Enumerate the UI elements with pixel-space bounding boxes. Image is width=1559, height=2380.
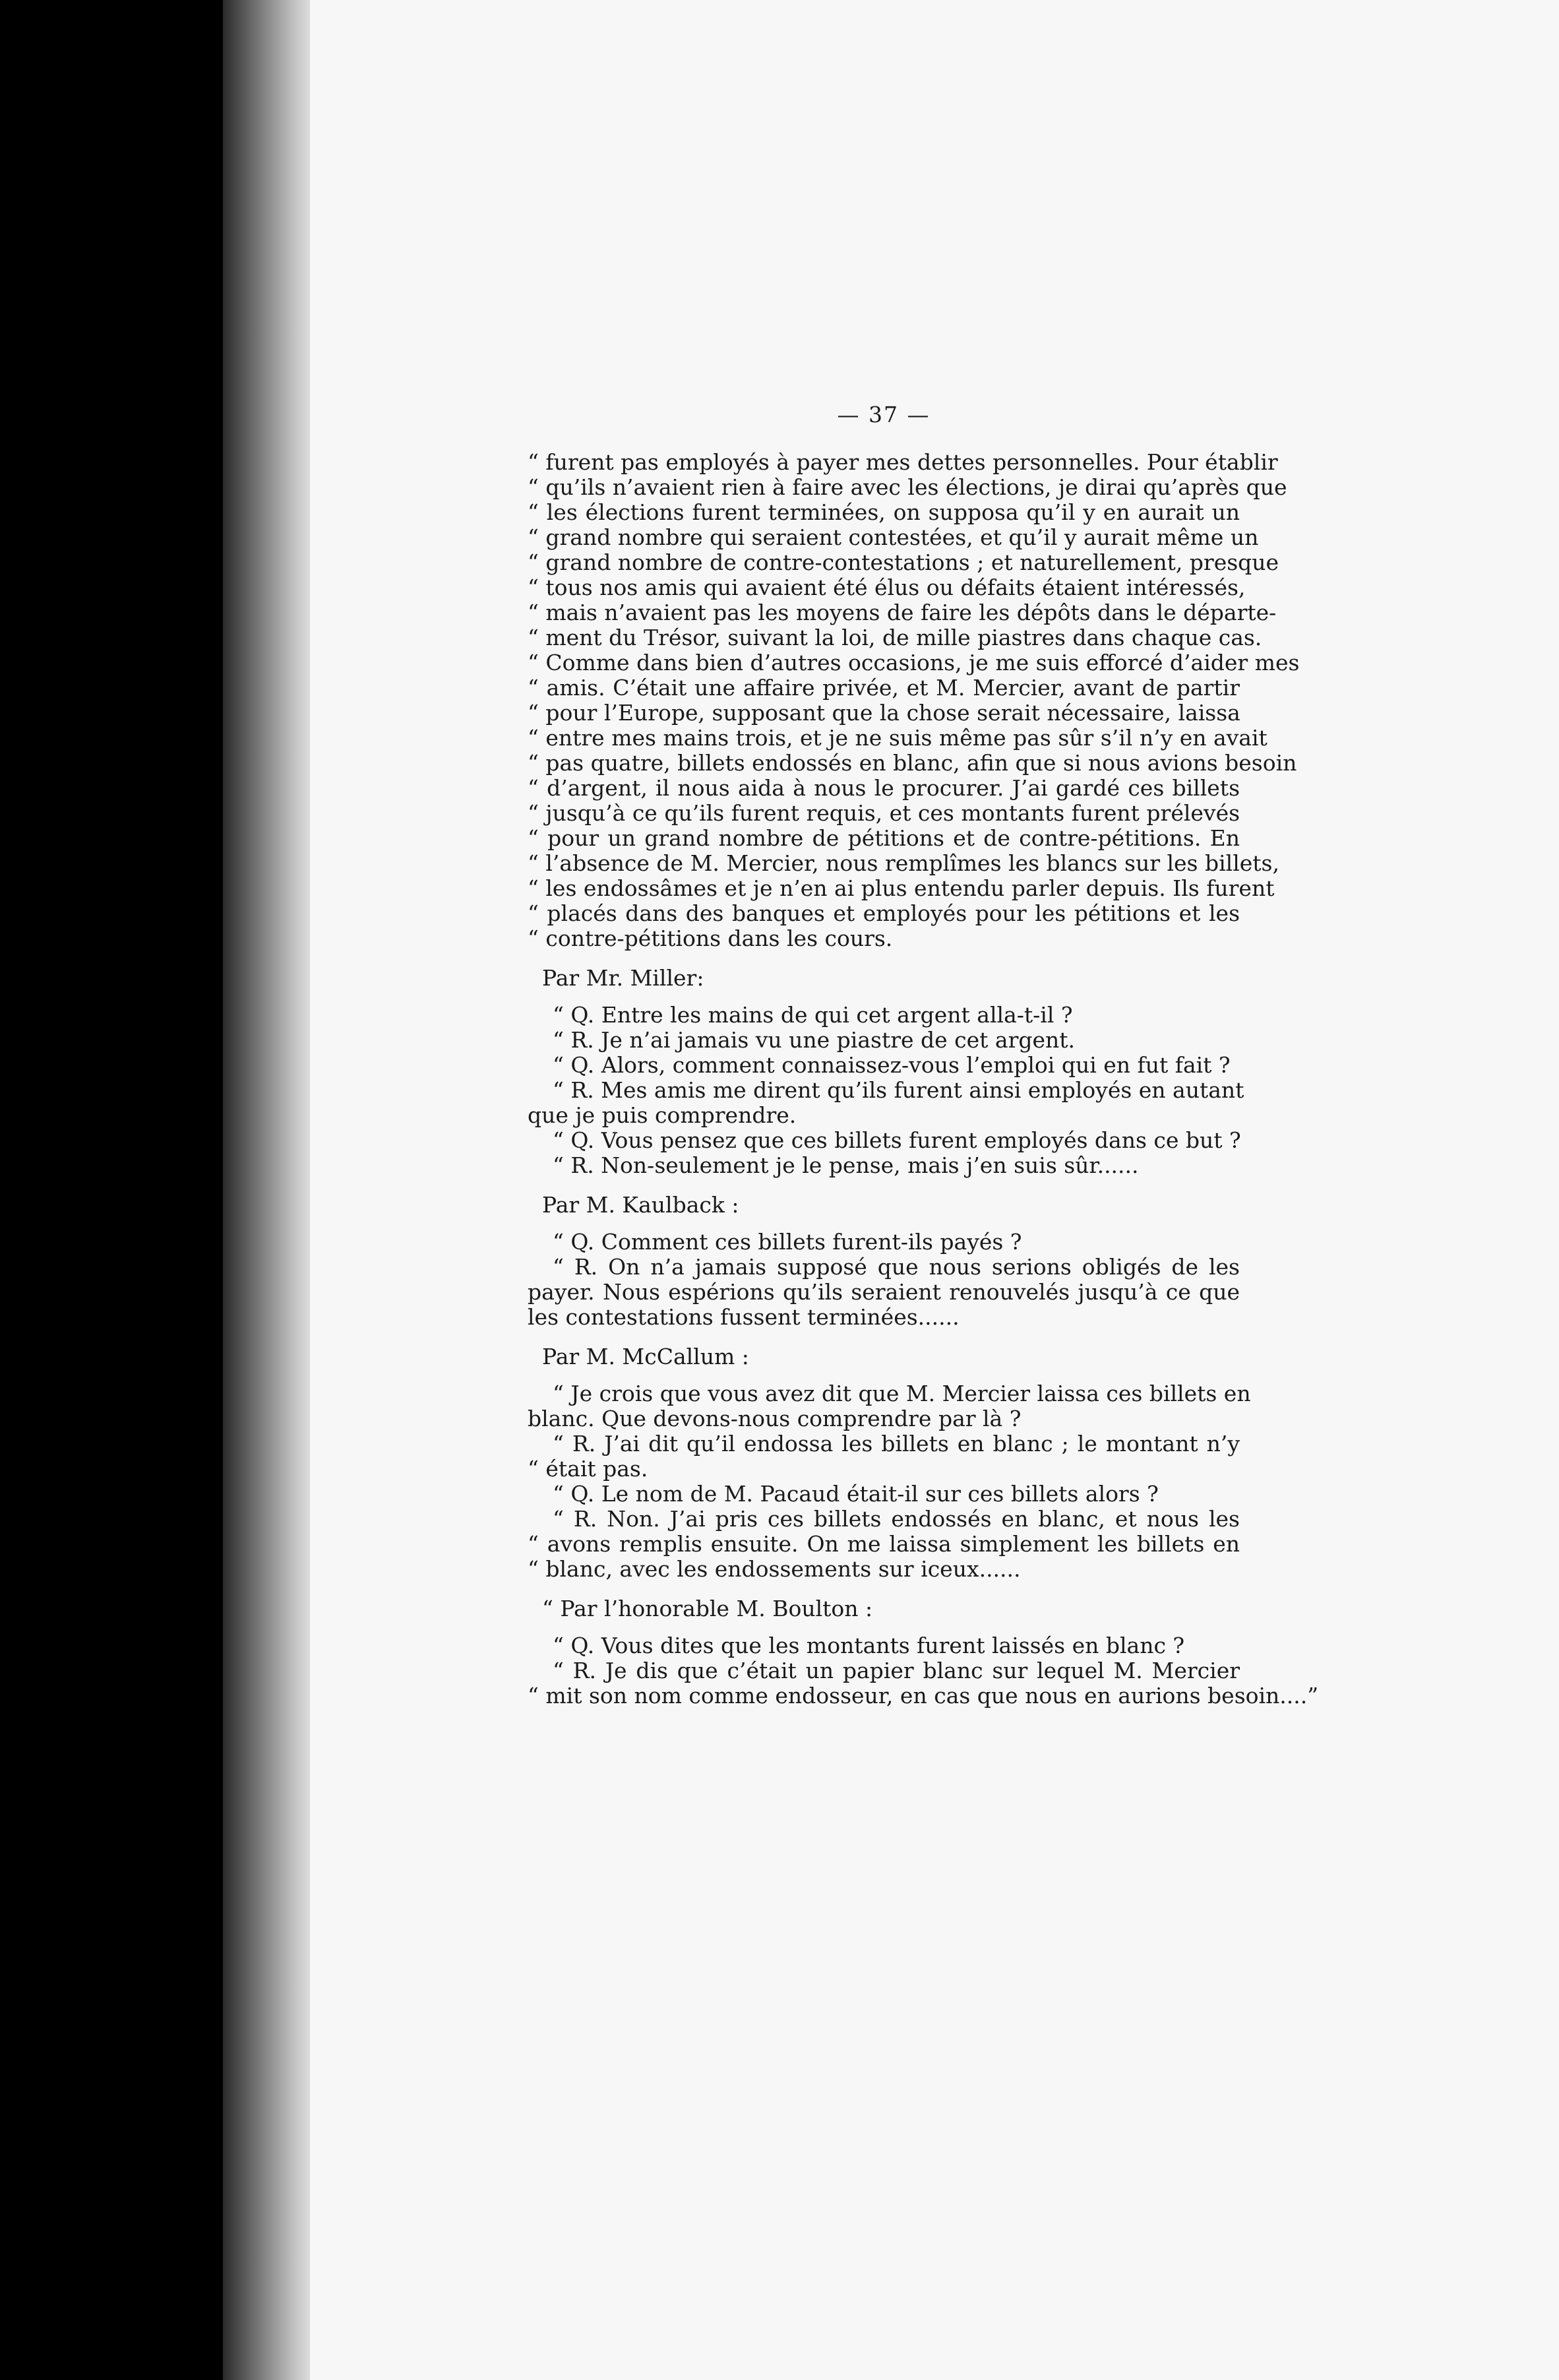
testimony-line: “ avons remplis ensuite. On me laissa simplement les billets en bbox=[528, 1531, 1240, 1557]
paragraph-line: “ mais n’avaient pas les moyens de faire les dépôts dans le départe- bbox=[528, 600, 1277, 625]
section-miller-body bbox=[528, 1002, 1244, 1178]
page-content bbox=[528, 402, 1319, 1708]
testimony-line: “ Q. Comment ces billets furent-ils payés ? bbox=[553, 1229, 1022, 1255]
paragraph-line: “ pas quatre, billets endossés en blanc, afin que si nous avions besoin bbox=[528, 750, 1297, 776]
paragraph-line: “ d’argent, il nous aida à nous le procurer. J’ai gardé ces billets bbox=[528, 775, 1240, 801]
testimony-line: “ R. Je dis que c’était un papier blanc sur lequel M. Mercier bbox=[553, 1658, 1240, 1683]
testimony-line: “ Q. Entre les mains de qui cet argent alla-t-il ? bbox=[553, 1002, 1073, 1028]
paragraph-line: “ les endossâmes et je n’en ai plus entendu parler depuis. Ils furent bbox=[528, 875, 1275, 901]
paragraph-line: “ placés dans des banques et employés pour les pétitions et les bbox=[528, 900, 1240, 926]
testimony-line: “ R. Mes amis me dirent qu’ils furent ainsi employés en autant bbox=[553, 1077, 1244, 1103]
testimony-line: “ R. Non-seulement je le pense, mais j’en suis sûr...... bbox=[553, 1152, 1139, 1178]
paragraph-line: “ jusqu’à ce qu’ils furent requis, et ces montants furent prélevés bbox=[528, 800, 1240, 826]
paragraph-line: “ entre mes mains trois, et je ne suis même pas sûr s’il n’y en avait bbox=[528, 725, 1268, 751]
paragraph-line: “ pour un grand nombre de pétitions et de contre-pétitions. En bbox=[528, 825, 1240, 851]
testimony-line: “ Q. Vous dites que les montants furent laissés en blanc ? bbox=[553, 1633, 1185, 1658]
paragraph-line: “ qu’ils n’avaient rien à faire avec les élections, je dirai qu’après que bbox=[528, 474, 1287, 500]
testimony-line: “ R. J’ai dit qu’il endossa les billets en blanc ; le montant n’y bbox=[553, 1431, 1240, 1456]
paragraph-line: “ grand nombre qui seraient contestées, et qu’il y aurait même un bbox=[528, 524, 1259, 550]
testimony-line: “ Je crois que vous avez dit que M. Mercier laissa ces billets en bbox=[553, 1381, 1251, 1406]
paragraph-line: “ pour l’Europe, supposant que la chose serait nécessaire, laissa bbox=[528, 700, 1240, 726]
testimony-line: “ était pas. bbox=[528, 1456, 648, 1482]
page-number: — 37 — bbox=[837, 402, 931, 427]
testimony-line: que je puis comprendre. bbox=[528, 1102, 797, 1128]
testimony-line: “ blanc, avec les endossements sur iceux...... bbox=[528, 1556, 1021, 1582]
paragraph-line: “ furent pas employés à payer mes dettes personnelles. Pour établir bbox=[528, 449, 1278, 475]
section-heading-miller: Par Mr. Miller: bbox=[542, 965, 704, 991]
testimony-line: “ R. Non. J’ai pris ces billets endossés en blanc, et nous les bbox=[553, 1506, 1240, 1532]
book-binding-shadow bbox=[223, 0, 322, 2380]
section-boulton-body bbox=[528, 1633, 1319, 1708]
section-kaulback-body bbox=[528, 1230, 1240, 1330]
testimony-line: “ Q. Le nom de M. Pacaud était-il sur ces billets alors ? bbox=[553, 1481, 1159, 1507]
paragraph-line: “ grand nombre de contre-contestations ; et naturellement, presque bbox=[528, 549, 1279, 575]
opening-paragraph bbox=[528, 449, 1300, 951]
testimony-line: blanc. Que devons-nous comprendre par là ? bbox=[528, 1406, 1022, 1431]
paragraph-line: “ amis. C’était une affaire privée, et M. Mercier, avant de partir bbox=[528, 675, 1240, 701]
paragraph-line: “ tous nos amis qui avaient été élus ou défaits étaient intéressés, bbox=[528, 575, 1246, 600]
paragraph-line: “ contre-pétitions dans les cours. bbox=[528, 925, 893, 951]
testimony-line: les contestations fussent terminées...... bbox=[528, 1304, 960, 1330]
testimony-line: “ R. On n’a jamais supposé que nous serions obligés de les bbox=[553, 1254, 1240, 1280]
paragraph-line: “ ment du Trésor, suivant la loi, de mille piastres dans chaque cas. bbox=[528, 625, 1262, 650]
paragraph-line: “ l’absence de M. Mercier, nous remplîmes les blancs sur les billets, bbox=[528, 850, 1279, 876]
testimony-line: “ mit son nom comme endosseur, en cas que nous en aurions besoin....” bbox=[528, 1683, 1319, 1708]
testimony-line: “ Q. Alors, comment connaissez-vous l’emploi qui en fut fait ? bbox=[553, 1052, 1231, 1078]
testimony-line: payer. Nous espérions qu’ils seraient renouvelés jusqu’à ce que bbox=[528, 1279, 1240, 1305]
section-heading-mccallum: Par M. McCallum : bbox=[542, 1344, 749, 1369]
section-heading-boulton: “ Par l’honorable M. Boulton : bbox=[542, 1596, 873, 1621]
paragraph-line: “ les élections furent terminées, on supposa qu’il y en aurait un bbox=[528, 499, 1240, 525]
testimony-line: “ R. Je n’ai jamais vu une piastre de cet argent. bbox=[553, 1027, 1076, 1053]
section-heading-kaulback: Par M. Kaulback : bbox=[542, 1192, 739, 1218]
testimony-line: “ Q. Vous pensez que ces billets furent employés dans ce but ? bbox=[553, 1127, 1241, 1153]
paragraph-line: “ Comme dans bien d’autres occasions, je me suis efforcé d’aider mes bbox=[528, 650, 1300, 675]
section-mccallum-body bbox=[528, 1381, 1251, 1582]
